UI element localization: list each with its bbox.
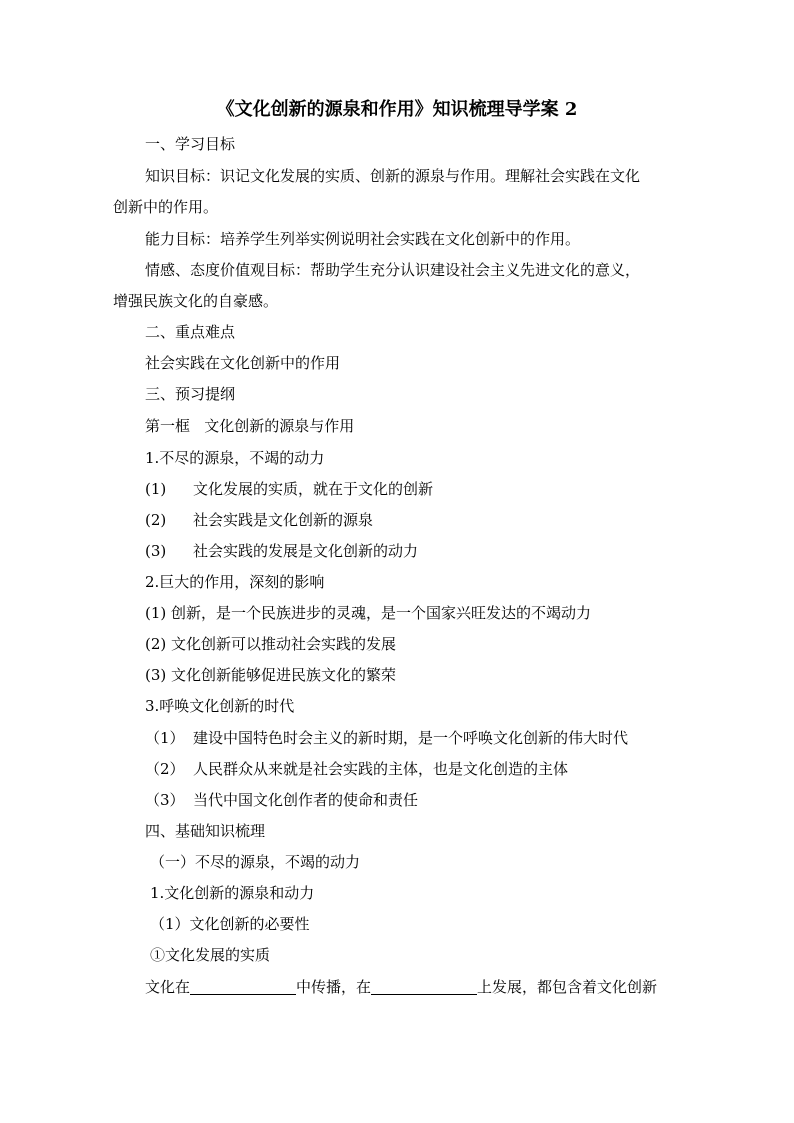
heading-knowledge-review: 四、基础知识梳理 [145,822,266,840]
outline-point-3-title: 3.呼唤文化创新的时代 [145,697,295,715]
fill-blank-2[interactable] [371,978,477,995]
list-item [145,788,715,812]
emotion-objective-line1: 情感、态度价值观目标：帮助学生充分认识建设社会主义先进文化的意义， [145,261,641,279]
outline-point-2-title: 2.巨大的作用，深刻的影响 [145,573,325,591]
heading-key-points: 二、重点难点 [145,323,236,341]
item-text: 创新，是一个民族进步的灵魂，是一个国家兴旺发达的不竭动力 [171,604,592,622]
item-number: （1） [145,729,185,747]
ability-objective: 能力目标：培养学生列举实例说明社会实践在文化创新中的作用。 [145,230,581,248]
heading-objectives: 一、学习目标 [145,135,236,153]
item-text: 文化创新能够促进民族文化的繁荣 [171,666,397,684]
fill-blank-1[interactable] [190,978,296,995]
item-text: 社会实践是文化创新的源泉 [193,511,374,529]
list-item [145,477,715,501]
subheading-4: ①文化发展的实质 [150,946,271,964]
document-title: 《文化创新的源泉和作用》知识梳理导学案 2 [216,99,578,120]
fill-in-sentence [145,975,715,999]
subheading-3: （1）文化创新的必要性 [150,915,310,933]
item-number: （2） [145,760,185,778]
knowledge-objective-line2: 创新中的作用。 [113,198,219,216]
list-item [145,757,715,781]
emotion-objective-line2: 增强民族文化的自豪感。 [113,292,279,310]
fill-text-c: 上发展，都包含着文化创新 [477,978,658,996]
subheading-1: （一）不尽的源泉，不竭的动力 [150,853,361,871]
fill-text-b: 中传播，在 [296,978,372,996]
knowledge-objective-line1: 知识目标：识记文化发展的实质、创新的源泉与作用。理解社会实践在文化 [145,167,641,185]
list-item [145,539,715,563]
item-number: (3) [145,542,167,560]
item-number: (1) [145,604,167,622]
heading-preview-outline: 三、预习提纲 [145,385,236,403]
item-number: (2) [145,635,167,653]
list-item [145,632,715,656]
item-number: (3) [145,666,167,684]
item-number: (2) [145,511,167,529]
list-item [145,601,715,625]
item-text: 社会实践的发展是文化创新的动力 [193,542,419,560]
outline-point-1-title: 1.不尽的源泉，不竭的动力 [145,449,325,467]
item-number: （3） [145,791,185,809]
item-text: 建设中国特色时会主义的新时期，是一个呼唤文化创新的伟大时代 [193,729,629,747]
list-item [145,663,715,687]
item-number: (1) [145,480,167,498]
frame-title: 第一框 文化创新的源泉与作用 [145,417,355,435]
item-text: 文化创新可以推动社会实践的发展 [171,635,397,653]
item-text: 文化发展的实质，就在于文化的创新 [193,480,434,498]
fill-text-a: 文化在 [145,978,191,996]
item-text: 当代中国文化创作者的使命和责任 [193,791,419,809]
list-item [145,726,715,750]
key-points-content: 社会实践在文化创新中的作用 [145,354,341,372]
subheading-2: 1.文化创新的源泉和动力 [150,884,315,902]
list-item [145,508,715,532]
item-text: 人民群众从来就是社会实践的主体，也是文化创造的主体 [193,760,569,778]
